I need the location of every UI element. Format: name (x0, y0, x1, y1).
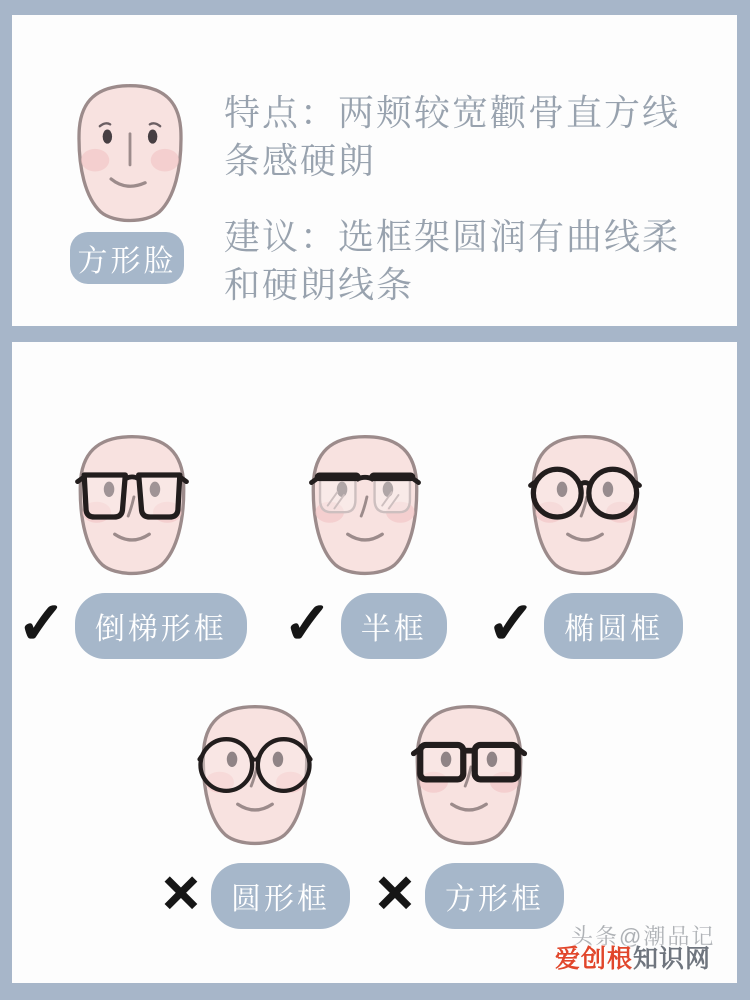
verdict-row (486, 591, 684, 657)
check-icon: ✓ (17, 591, 66, 656)
frame-label-badge (544, 593, 683, 659)
glasses-option (364, 700, 574, 927)
glasses-option (17, 430, 237, 657)
face-shape-badge (70, 232, 184, 284)
round-glasses-icon (188, 700, 322, 853)
frame-label: 椭圆框 (564, 613, 664, 646)
glasses-option (260, 430, 470, 657)
frame-label: 半框 (360, 613, 427, 646)
advice-text: 建议：选框架圆润有曲线柔和硬朗线条 (224, 216, 681, 306)
square-face-illustration (64, 79, 196, 230)
square-glasses-icon (402, 700, 536, 853)
square-face-icon (64, 79, 196, 230)
verdict-row (17, 591, 247, 657)
glasses-option (150, 700, 360, 927)
cross-icon: ✕ (374, 866, 416, 922)
face-shape-label: 方形脸 (77, 245, 177, 278)
face-with-half-rim-glasses (298, 430, 432, 583)
frame-label: 圆形框 (230, 883, 330, 916)
verdict-row (283, 591, 447, 657)
half-rim-glasses-icon (298, 430, 432, 583)
intro-panel (12, 15, 737, 326)
face-with-round-glasses (188, 700, 322, 853)
watermark-site-text (555, 939, 711, 975)
face-with-square-glasses (402, 700, 536, 853)
check-icon: ✓ (283, 591, 332, 656)
frame-label-badge (211, 863, 350, 929)
watermark-underlay-text: 头条@潮品记 (571, 924, 716, 949)
face-with-inverted-trapezoid-glasses (65, 430, 199, 583)
watermark (555, 925, 733, 975)
frames-panel (12, 342, 737, 983)
glasses-option (480, 430, 690, 657)
verdict-row (160, 865, 350, 927)
watermark-site-primary: 爱创根 (555, 945, 634, 973)
watermark-site-secondary: 知识网 (633, 945, 712, 973)
frame-label: 方形框 (444, 883, 544, 916)
verdict-row (374, 865, 564, 927)
features-text: 特点：两颊较宽颧骨直方线条感硬朗 (224, 92, 681, 182)
oval-glasses-icon (518, 430, 652, 583)
frame-label-badge (341, 593, 447, 659)
frame-label: 倒梯形框 (94, 613, 227, 646)
frame-label-badge (425, 863, 564, 929)
check-icon: ✓ (486, 591, 536, 656)
frame-label-badge (75, 593, 247, 659)
cross-icon: ✕ (160, 866, 202, 922)
face-with-oval-glasses (518, 430, 652, 583)
inverted-trapezoid-glasses-icon (65, 430, 199, 583)
